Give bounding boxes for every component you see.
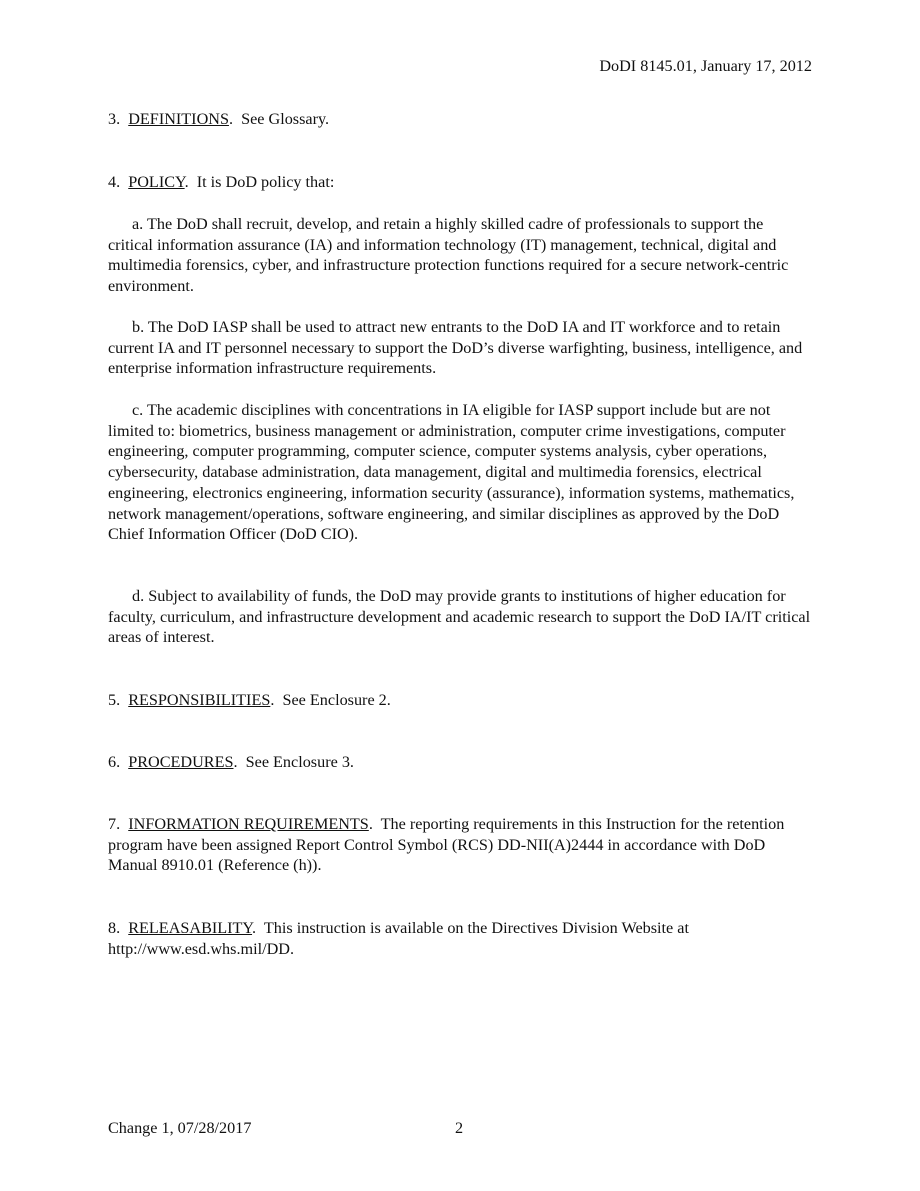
paragraph-text: d. Subject to availability of funds, the DoD may provide grants to institutions of higher education for faculty, curriculum, and infrastructure development and academic research to support the DoD IA/IT critical areas of interest.: [108, 587, 811, 647]
section-information-requirements: 7. INFORMATION REQUIREMENTS. The reporting requirements in this Instruction for the retention program have been assigned Report Control Symbol (RCS) DD-NII(A)2444 in accordance with DoD Manual 8910.01 (Reference (h)).: [108, 815, 785, 875]
section-text: It is DoD policy that:: [196, 173, 335, 191]
paragraph-text: b. The DoD IASP shall be used to attract new entrants to the DoD IA and IT workforce and to retain current IA and IT personnel necessary to support the DoD’s diverse warfighting, business, intelligence, and enterprise information infrastructure requirements.: [108, 318, 803, 378]
section-heading: RELEASABILITY: [128, 919, 253, 937]
document-header: DoDI 8145.01, January 17, 2012: [599, 57, 812, 75]
section-policy: 4. POLICY. It is DoD policy that:: [108, 173, 335, 191]
policy-paragraph-a: [108, 214, 812, 297]
section-responsibilities: 5. RESPONSIBILITIES. See Enclosure 2.: [108, 691, 391, 709]
section-text: The reporting requirements in this Instruction for the retention program have been assigned Report Control Symbol (RCS) DD-NII(A)2444 in accordance with DoD Manual 8910.01 (Reference (h)).: [108, 815, 785, 875]
paragraph-text: c. The academic disciplines with concentrations in IA eligible for IASP support include but are not limited to: biometrics, business management or administration, computer crime investigations, computer engineering, computer programming, computer science, computer systems analysis, cyber operations, cybersecurity, database administration, data management, digital and multimedia forensics, electrical engineering, electronics engineering, information security (assurance), information systems, mathematics, network management/operations, software engineering, and similar disciplines as approved by the DoD Chief Information Officer (DoD CIO).: [108, 401, 795, 544]
section-number: 6.: [108, 753, 121, 771]
section-number: 7.: [108, 815, 121, 833]
section-number: 3.: [108, 110, 121, 128]
section-text: See Enclosure 3.: [245, 753, 354, 771]
section-number: 4.: [108, 173, 121, 191]
section-heading: PROCEDURES: [128, 753, 234, 771]
section-definitions: 3. DEFINITIONS. See Glossary.: [108, 110, 330, 128]
section-releasability: 8. RELEASABILITY. This instruction is available on the Directives Division Website at http://www.esd.whs.mil/DD.: [108, 919, 689, 958]
section-text: See Enclosure 2.: [282, 691, 391, 709]
policy-paragraph-b: [108, 317, 812, 379]
section-number: 5.: [108, 691, 121, 709]
section-number: 8.: [108, 919, 121, 937]
footer-page-number: 2: [455, 1119, 464, 1137]
section-text: See Glossary.: [241, 110, 330, 128]
section-heading: DEFINITIONS: [128, 110, 229, 128]
paragraph-text: a. The DoD shall recruit, develop, and retain a highly skilled cadre of professionals to support the critical information assurance (IA) and information technology (IT) management, technical, digital and multimedia forensics, cyber, and infrastructure protection functions required for a secure network-centric environment.: [108, 215, 789, 296]
policy-paragraph-d: [108, 586, 812, 648]
section-heading: POLICY: [128, 173, 185, 191]
section-procedures: 6. PROCEDURES. See Enclosure 3.: [108, 753, 354, 771]
section-heading: INFORMATION REQUIREMENTS: [128, 815, 369, 833]
footer-change-date: Change 1, 07/28/2017: [108, 1119, 252, 1137]
section-text: This instruction is available on the Directives Division Website at http://www.esd.whs.mil/DD.: [108, 919, 689, 958]
policy-paragraph-c: [108, 400, 812, 545]
section-heading: RESPONSIBILITIES: [128, 691, 271, 709]
